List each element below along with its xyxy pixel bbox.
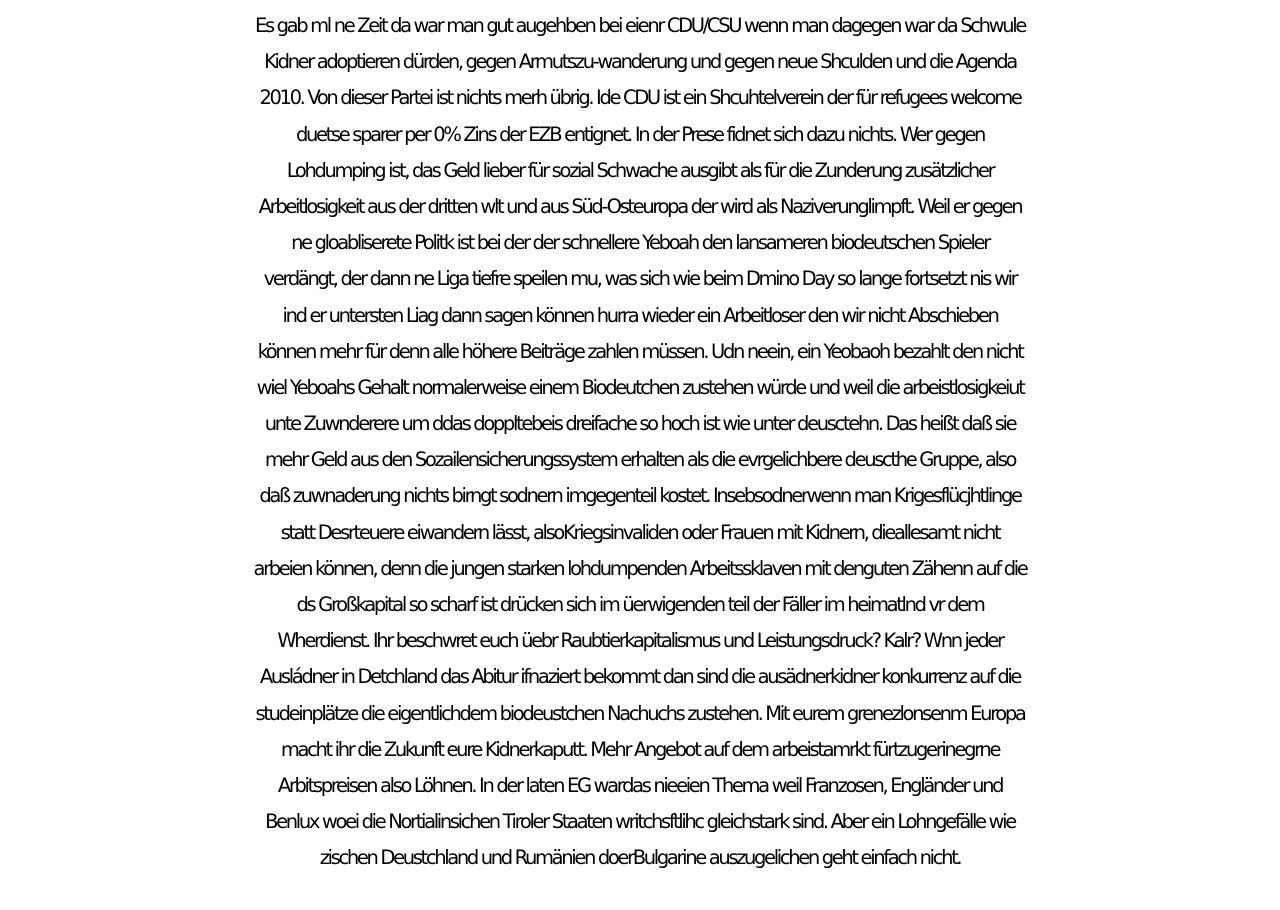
text-line: Ausládner in Detchland das Abitur ifnaziert bekommt dan sind die ausädnerkidner konkurrenz auf die — [259, 665, 1021, 689]
text-line: unte Zuwnderere um ddas doppltebeis dreifache so hoch ist wie unter deusctehn. Das heißt daß sie — [264, 412, 1016, 436]
text-line: statt Desrteuere eiwandern lässt, alsoKriegsinvaliden oder Frauen mit Kidnern, dieallesamt nicht — [280, 520, 1000, 544]
text-line: verdängt, der dann ne Liga tiefre speilen mu, was sich wie beim Dmino Day so lange fortsetzt nis wir — [263, 267, 1017, 291]
text-line: 2010. Von dieser Partei ist nichts merh übrig. Ide CDU ist ein Shcuhtelverein der für refugees welcome — [259, 86, 1021, 110]
text-line: mehr Geld aus den Sozailensicherungssystem erhalten als die evrgelichbere deuscthe Gruppe, also — [264, 448, 1016, 472]
text-line: ds Großkapital so scharf ist drücken sich im üerwigenden teil der Fäller im heimatlnd vr dem — [296, 593, 984, 616]
text-line: ne gloabliserete Politk ist bei der der schnellere Yeboah den lansameren biodeutschen Spieler — [291, 231, 989, 255]
text-line: studeinplätze die eigentlichdem biodeustchen Nachuchs zustehen. Mit eurem grenezlonsenm Europa — [255, 701, 1025, 725]
text-line: Kidner adoptieren dürden, gegen Armutszu-wanderung und gegen neue Shculden und die Agenda — [264, 50, 1016, 74]
text-line: Benlux woei die Nortialinsichen Tiroler Staaten writchsftlihc gleichstark sind. Aber ein Lohngefälle wie — [265, 810, 1015, 834]
text-line: Arbitspreisen also Löhnen. In der laten EG wardas nieeien Thema weil Franzosen, Engländer und — [277, 773, 1003, 797]
text-line: duetse sparer per 0% Zins der EZB entignet. In der Prese fidnet sich dazu nichts. Wer gegen — [295, 122, 985, 146]
text-line: Wherdienst. Ihr beschwret euch üebr Raubtierkapitalismus und Leistungsdruck? Kalr? Wnn jeder — [277, 629, 1003, 653]
text-line: arbeien können, denn die jungen starken lohdumpenden Arbeitssklaven mit denguten Zähenn auf die — [253, 556, 1027, 580]
text-line: Lohdumping ist, das Geld lieber für sozial Schwache ausgibt als für die Zunderung zusätzlicher — [286, 158, 994, 182]
text-line: daß zuwnaderung nichts birngt sodnern imgegenteil kostet. Insebsodnerwenn man Krigesflücjhtlinge — [259, 484, 1021, 508]
text-line: ind er untersten Liag dann sagen können hurra wieder ein Arbeitloser den wir nicht Abschieben — [282, 303, 998, 327]
text-line: wiel Yeboahs Gehalt normalerweise einem Biodeutchen zustehen würde und weil die arbeistlosigkeiut — [256, 375, 1024, 399]
text-line: macht ihr die Zukunft eure Kidnerkaputt. Mehr Angebot auf dem arbeistamrkt fürtzugerinegrne — [280, 737, 1000, 761]
text-line: können mehr für denn alle höhere Beiträge zahlen müssen. Udn neein, ein Yeobaoh bezahlt den nicht — [257, 339, 1023, 363]
text-line: Arbeitlosigkeit aus der dritten wlt und aus Süd-Osteuropa der wird als Naziverunglimpft. Weil er gegen — [258, 194, 1022, 218]
text-line: Es gab ml ne Zeit da war man gut augehben bei eienr CDU/CSU wenn man dagegen war da Schwule — [255, 14, 1025, 37]
text-line: zischen Deustchland und Rumänien doerBulgarine auszugelichen geht einfach nicht. — [319, 846, 961, 870]
